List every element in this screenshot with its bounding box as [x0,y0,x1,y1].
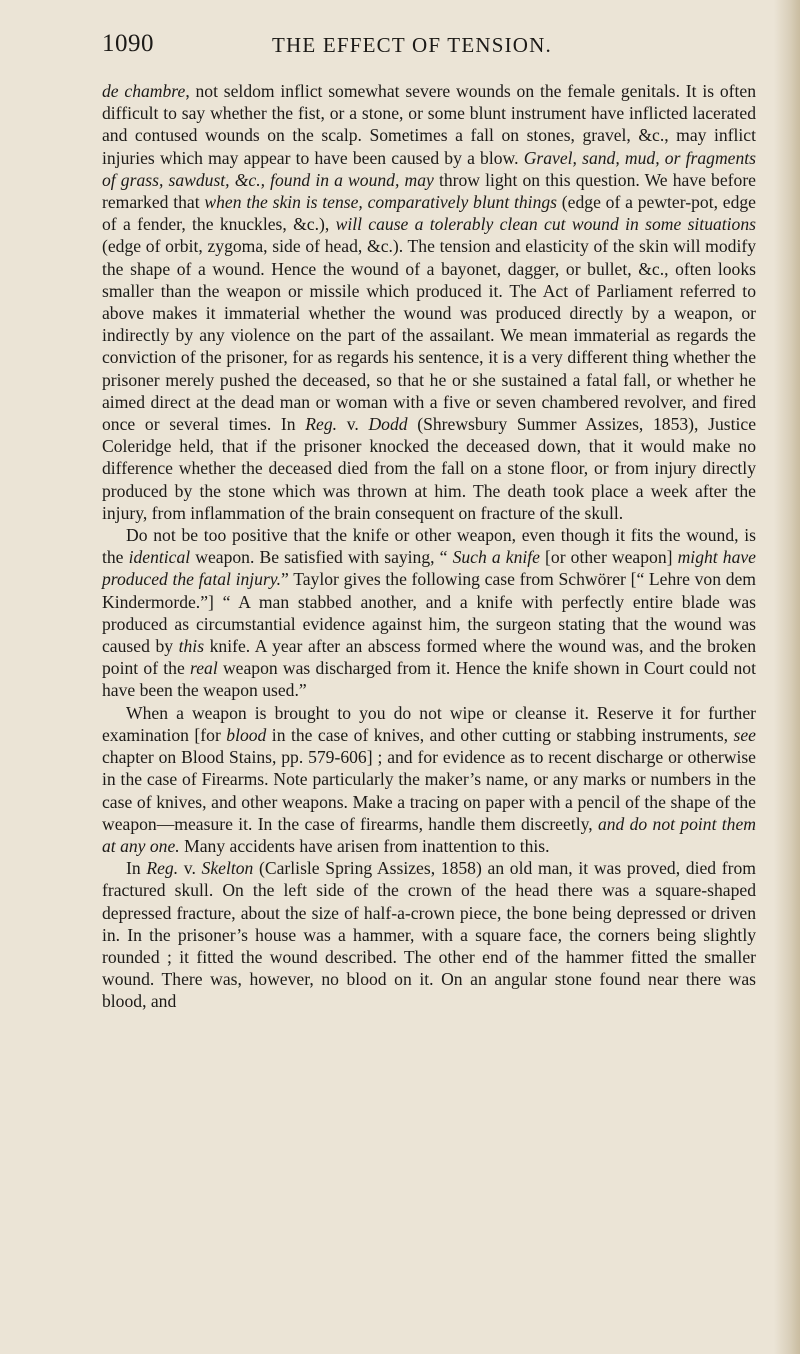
italic-run: identical [128,547,191,568]
paragraph [102,857,756,1012]
italic-run: Reg. [305,414,338,435]
italic-run: might have produced the fatal injury. [102,547,756,590]
paragraph [102,80,756,524]
text-run: In [126,858,147,879]
text-run: (Carlisle Spring Assizes, 1858) an old man, it was proved, died from fractured skull. On the left side of the crown of the head there was a square-shaped depressed fracture, about the size of half-a-crown piece, the bone being depressed or driven in. In the prisoner’s house was a hammer, with a square face, the corners being slightly rounded ; it fitted the wound described. The other end of the hammer fitted the smaller wound. There was, however, no blood on it. On an angular stone found near there was blood, and [102,858,756,1012]
italic-run: Gravel, sand, mud, or fragments of grass, sawdust, &c., found in a wound, may [102,147,756,190]
text-run: chapter on Blood Stains, pp. 579-606] ; and for evidence as to recent discharge or otherwise in the case of Firearms. Note particularly the maker’s name, or any marks or numbers in the case of knives, and other weapons. Make a tracing on paper with a pencil of the shape of the weapon—measure it. In the case of firearms, handle them discreetly, [102,747,756,834]
italic-run: Skelton [201,858,254,879]
italic-run: this [178,636,205,657]
italic-run: Dodd [368,414,408,435]
page-edge-shadow [774,0,800,1354]
italic-run: and do not point them at any one. [102,813,756,856]
body-text [102,80,756,1013]
italic-run: blood [226,724,267,745]
text-run: (Shrewsbury Summer Assizes, 1853), Justice Coleridge held, that if the prisoner knocked the deceased down, that it would make no difference whether the deceased died from the fall on a stone floor, or from injury directly produced by the stone which was thrown at him. The death took place a week after the injury, from inflammation of the brain consequent on fracture of the skull. [102,414,756,523]
text-run: weapon was discharged from it. Hence the knife shown in Court could not have been the weapon used.” [102,658,756,701]
running-head: THE EFFECT OF TENSION. [272,33,552,57]
text-run: (edge of a pewter-pot, edge of a fender, the knuckles, &c.), [102,192,756,235]
italic-run: de chambre [102,81,186,101]
text-run: v. [178,858,202,879]
italic-run: Reg. [146,858,179,879]
paragraph [102,524,756,702]
italic-run: will cause a tolerably clean cut wound in some situations [335,214,756,235]
italic-run: when the skin is tense, comparatively blunt things [204,192,558,213]
text-run: v. [337,414,369,435]
text-run: weapon. Be satisfied with saying, “ [190,547,453,568]
page-header [102,30,722,64]
italic-run: real [190,658,218,679]
italic-run: Such a knife [452,547,540,568]
text-run: , not seldom inflict somewhat severe wounds on the female genitals. It is often difficult to say whether the fist, or a stone, or some blunt instrument have inflicted lacerated and contused wounds on the scalp. Sometimes a fall on stones, gravel, &c., may inflict injuries which may appear to have been caused by a blow. [102,81,756,168]
text-run: knife. A year after an abscess formed where the wound was, and the broken point of the [102,636,756,679]
text-run: throw light on this question. We have before remarked that [102,169,756,213]
text-run: in the case of knives, and other cutting or stabbing instruments, [266,724,734,745]
text-run: (edge of orbit, zygoma, side of head, &c.). The tension and elasticity of the skin will modify the shape of a wound. Hence the wound of a bayonet, dagger, or bullet, &c., often looks smaller than the weapon or missile which produced it. The Act of Parliament referred to above makes it immaterial whether the wound was produced directly by a weapon, or indirectly by any violence on the part of the assailant. We mean immaterial as regards the conviction of the prisoner, for as regards his sentence, it is a very different thing whether the prisoner merely pushed the deceased, so that he or she sustained a fatal fall, or whether he aimed direct at the dead man or woman with a five or seven chambered revolver, and fired once or several times. In [102,236,756,435]
text-run: Many accidents have arisen from inattention to this. [179,835,550,856]
page-number: 1090 [102,30,154,57]
paragraph [102,702,756,857]
text-run: When a weapon is brought to you do not wipe or cleanse it. Reserve it for further examination [for [102,702,756,745]
italic-run: see [733,724,756,745]
text-run: ” Taylor gives the following case from Schwörer [“ Lehre von dem Kindermorde.”] “ A man stabbed another, and a knife with perfectly entire blade was produced as circumstantial evidence against him, the surgeon stating that the wound was caused by [102,569,756,657]
text-run: Do not be too positive that the knife or other weapon, even though it fits the wound, is the [102,525,756,568]
text-run: [or other weapon] [539,547,678,568]
